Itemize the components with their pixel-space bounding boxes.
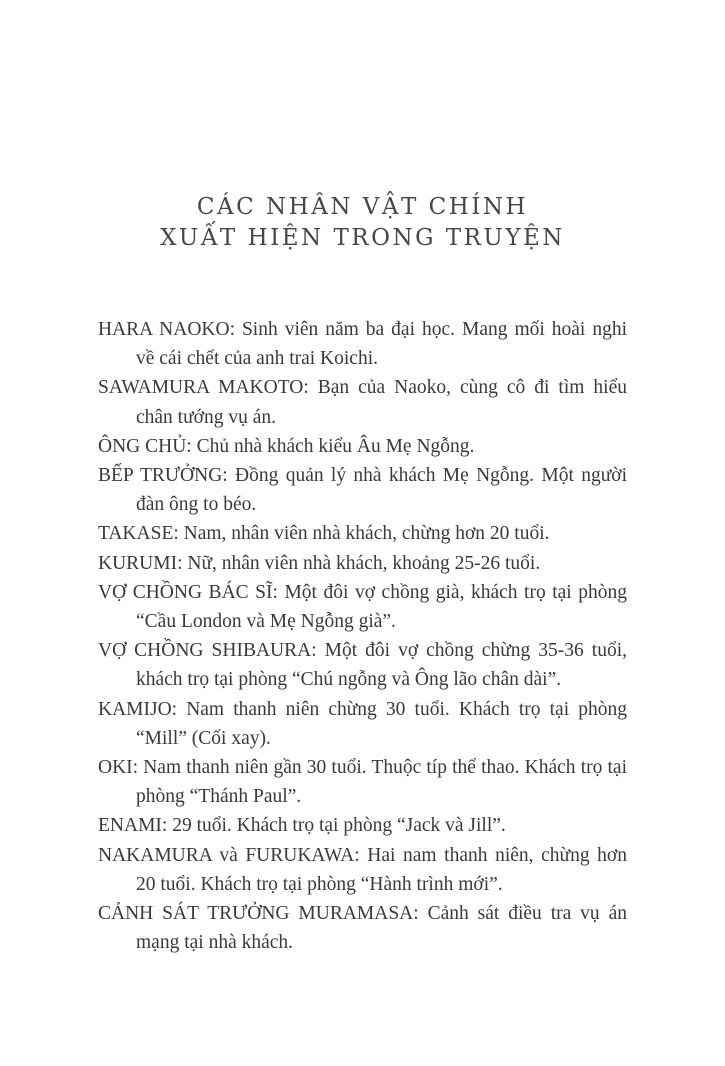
character-entry-takase: TAKASE: Nam, nhân viên nhà khách, chừng hơn 20 tuổi. [98,523,550,545]
page-title-line-2: XUẤT HIỆN TRONG TRUYỆN [160,225,565,251]
character-entry-ong-chu: ÔNG CHỦ: Chủ nhà khách kiểu Âu Mẹ Ngỗng. [98,435,475,457]
character-entry-sawamura-makoto: SAWAMURA MAKOTO: Bạn của Naoko, cùng cô đi tìm hiểu chân tướng vụ án. [98,377,627,428]
character-entry-canh-sat-truong-muramasa: CẢNH SÁT TRƯỞNG MURAMASA: Cảnh sát điều tra vụ án mạng tại nhà khách. [98,903,627,954]
character-entry-nakamura-furukawa: NAKAMURA và FURUKAWA: Hai nam thanh niên, chừng hơn 20 tuổi. Khách trọ tại phòng “Hành trình mới”. [98,844,627,895]
character-entry-oki: OKI: Nam thanh niên gần 30 tuổi. Thuộc típ thể thao. Khách trọ tại phòng “Thánh Paul”. [98,757,627,808]
page-title-line-1: CÁC NHÂN VẬT CHÍNH [196,194,529,220]
character-entry-vo-chong-bac-si: VỢ CHỒNG BÁC SĨ: Một đôi vợ chồng già, khách trọ tại phòng “Cầu London và Mẹ Ngỗng già”. [98,581,627,633]
character-entry-kurumi: KURUMI: Nữ, nhân viên nhà khách, khoảng 25-26 tuổi. [98,552,541,574]
character-list [98,315,627,957]
character-entry-bep-truong: BẾP TRƯỞNG: Đồng quản lý nhà khách Mẹ Ngỗng. Một người đàn ông to béo. [98,465,627,516]
page-title [0,192,725,254]
character-entry-vo-chong-shibaura: VỢ CHỒNG SHIBAURA: Một đôi vợ chồng chừng 35-36 tuổi, khách trọ tại phòng “Chú ngỗng và Ông lão chân dài”. [98,640,627,691]
character-entry-enami: ENAMI: 29 tuổi. Khách trọ tại phòng “Jack và Jill”. [98,815,506,837]
character-entry-kamijo: KAMIJO: Nam thanh niên chừng 30 tuổi. Khách trọ tại phòng “Mill” (Cối xay). [98,698,627,749]
character-entry-hara-naoko: HARA NAOKO: Sinh viên năm ba đại học. Mang mối hoài nghi về cái chết của anh trai Koichi. [98,319,627,370]
